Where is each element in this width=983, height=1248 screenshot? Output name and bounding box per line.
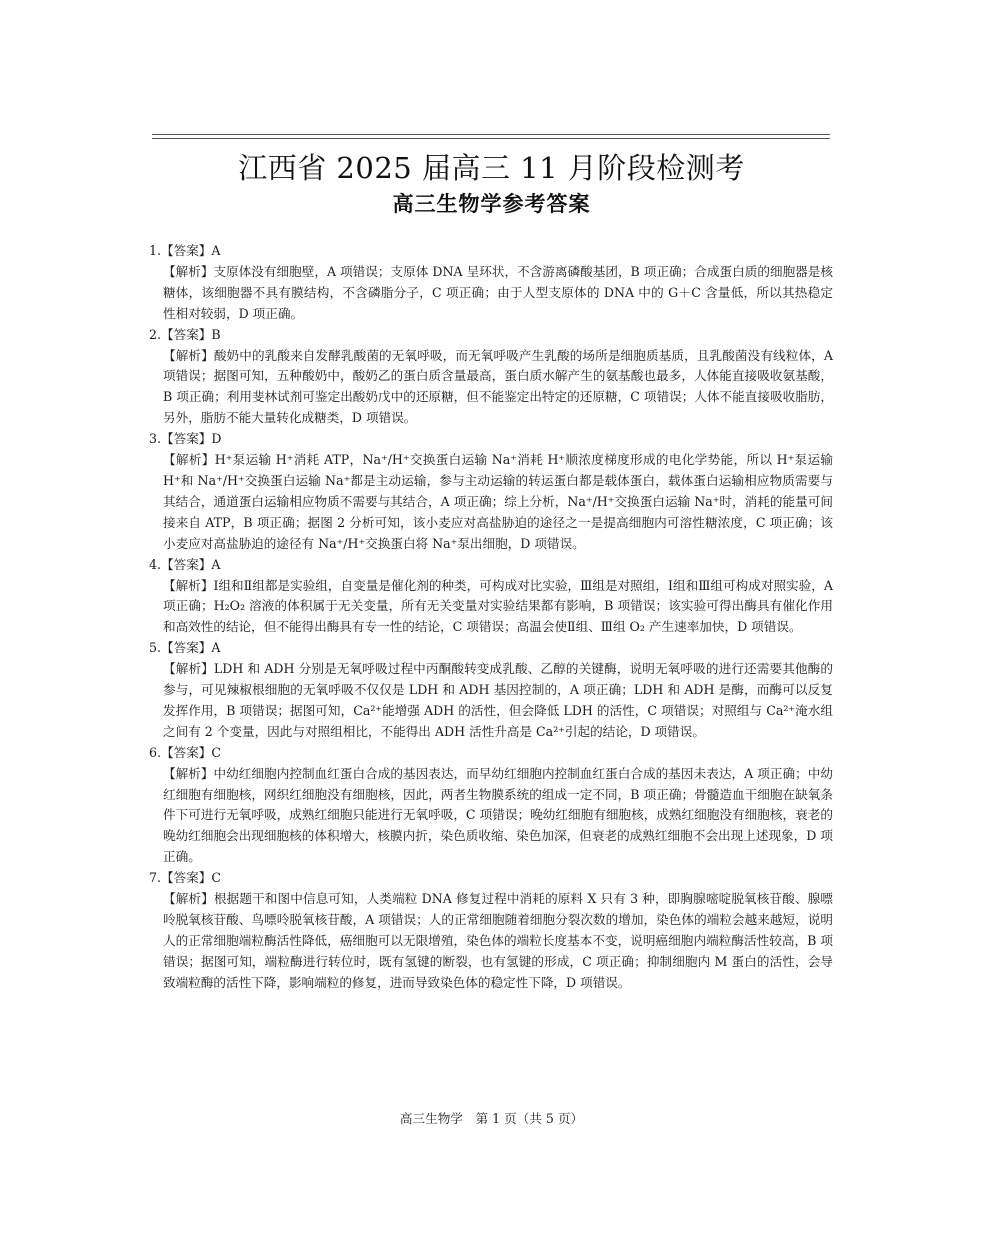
analysis-text: 【解析】中幼红细胞内控制血红蛋白合成的基因表达，而早幼红细胞内控制血红蛋白合成的基因未表达，A 项正确；中幼红细胞有细胞核，网织红细胞没有细胞核，因此，两者生物膜系统的组成一定不同，B 项正确；骨髓造血干细胞在缺氧条件下可进行无氧呼吸，成熟红细胞只能进行无氧呼吸，C 项错误；晚幼红细胞有细胞核，成熟红细胞没有细胞核，衰老的晚幼红细胞会出现细胞核的体积增大，核膜内折，染色质收缩、染色加深，但衰老的成熟红细胞不会出现上述现象，D 项正确。 (163, 765, 833, 865)
analysis-text: 【解析】LDH 和 ADH 分别是无氧呼吸过程中丙酮酸转变成乳酸、乙醇的关键酶，说明无氧呼吸的进行还需要其他酶的参与，可见辣椒根细胞的无氧呼吸不仅仅是 LDH 和 ADH 基因控制的，A 项正确；LDH 和 ADH 是酶，而酶可以反复发挥作用，B 项错误；据图可知，Ca²⁺能增强 ADH 的活性，但会降低 LDH 的活性，C 项错误；对照组与 Ca²⁺淹水组之间有 2 个变量，因此与对照组相比，不能得出 ADH 活性升高是 Ca²⁺引起的结论，D 项错误。 (163, 661, 833, 739)
analysis-text: 【解析】Ⅰ组和Ⅱ组都是实验组，自变量是催化剂的种类，可构成对比实验，Ⅲ组是对照组，Ⅰ组和Ⅲ组可构成对照实验，A 项正确；H₂O₂ 溶液的体积属于无关变量，所有无关变量对实验结果都有影响，B 项错误；该实验可得出酶具有催化作用和高效性的结论，但不能得出酶具有专一性的结论，C 项错误；高温会使Ⅱ组、Ⅲ组 O₂ 产生速率加快，D 项错误。 (163, 577, 833, 635)
answer-item-7 (149, 868, 833, 993)
answer-line: 3.【答案】D (149, 431, 222, 447)
analysis-text: 【解析】酸奶中的乳酸来自发酵乳酸菌的无氧呼吸，而无氧呼吸产生乳酸的场所是细胞质基质，且乳酸菌没有线粒体，A 项错误；据图可知，五种酸奶中，酸奶乙的蛋白质含量最高，蛋白质水解产生的氨基酸也最多，人体能直接吸收氨基酸，B 项正确；利用斐林试剂可鉴定出酸奶戊中的还原糖，但不能鉴定出特定的还原糖，C 项错误；人体不能直接吸收脂肪，另外，脂肪不能大量转化成糖类，D 项错误。 (163, 347, 833, 426)
answer-item-2 (149, 325, 833, 430)
answer-line: 2.【答案】B (149, 326, 221, 342)
analysis-text: 【解析】支原体没有细胞壁，A 项错误；支原体 DNA 呈环状，不含游离磷酸基团，B 项正确；合成蛋白质的细胞器是核糖体，该细胞器不具有膜结构，不含磷脂分子，C 项正确；由于人型支原体的 DNA 中的 G＋C 含量低，所以其热稳定性相对较弱，D 项正确。 (163, 263, 833, 321)
answer-line: 7.【答案】C (149, 870, 222, 886)
page-subtitle: 高三生物学参考答案 (392, 192, 591, 216)
answer-item-4 (149, 555, 833, 639)
answer-line: 6.【答案】C (149, 744, 222, 760)
page-footer: 高三生物学 第 1 页（共 5 页） (399, 1111, 584, 1126)
header-rule-top (152, 134, 830, 135)
page-title: 江西省 2025 届高三 11 月阶段检测考 (238, 151, 745, 185)
answer-list (149, 241, 833, 994)
answer-line: 1.【答案】A (149, 243, 221, 258)
analysis-text: 【解析】H⁺泵运输 H⁺消耗 ATP，Na⁺/H⁺交换蛋白运输 Na⁺消耗 H⁺顺浓度梯度形成的电化学势能，所以 H⁺泵运输 H⁺和 Na⁺/H⁺交换蛋白运输 Na⁺都是主动运输，参与主动运输的转运蛋白都是载体蛋白，载体蛋白运输相应物质需要与其结合，通道蛋白运输相应物质不需要与其结合，A 项正确；综上分析，Na⁺/H⁺交换蛋白运输 Na⁺时，消耗的能量可间接来自 ATP，B 项正确；据图 2 分析可知，该小麦应对高盐胁迫的途径之一是提高细胞内可溶性糖浓度，C 项正确；该小麦应对高盐胁迫的途径有 Na⁺/H⁺交换蛋白将 Na⁺泵出细胞，D 项错误。 (163, 452, 833, 551)
answer-item-5 (149, 638, 833, 743)
answer-item-6 (149, 743, 833, 868)
answer-line: 5.【答案】A (149, 640, 221, 656)
answer-item-1 (149, 241, 833, 325)
header-rule-bottom (152, 138, 830, 139)
answer-item-3 (149, 429, 833, 554)
answer-line: 4.【答案】A (149, 556, 221, 572)
analysis-text: 【解析】根据题干和图中信息可知，人类端粒 DNA 修复过程中消耗的原料 X 只有 3 种，即胸腺嘧啶脱氧核苷酸、腺嘌呤脱氧核苷酸、鸟嘌呤脱氧核苷酸，A 项错误；人的正常细胞随着细胞分裂次数的增加，染色体的端粒会越来越短，说明人的正常细胞端粒酶活性降低，癌细胞可以无限增殖，染色体的端粒长度基本不变，说明癌细胞内端粒酶活性较高，B 项错误；据图可知，端粒酶进行转位时，既有氢键的断裂，也有氢键的形成，C 项正确；抑制细胞内 M 蛋白的活性，会导致端粒酶的活性下降，影响端粒的修复，进而导致染色体的稳定性下降，D 项错误。 (163, 891, 833, 990)
